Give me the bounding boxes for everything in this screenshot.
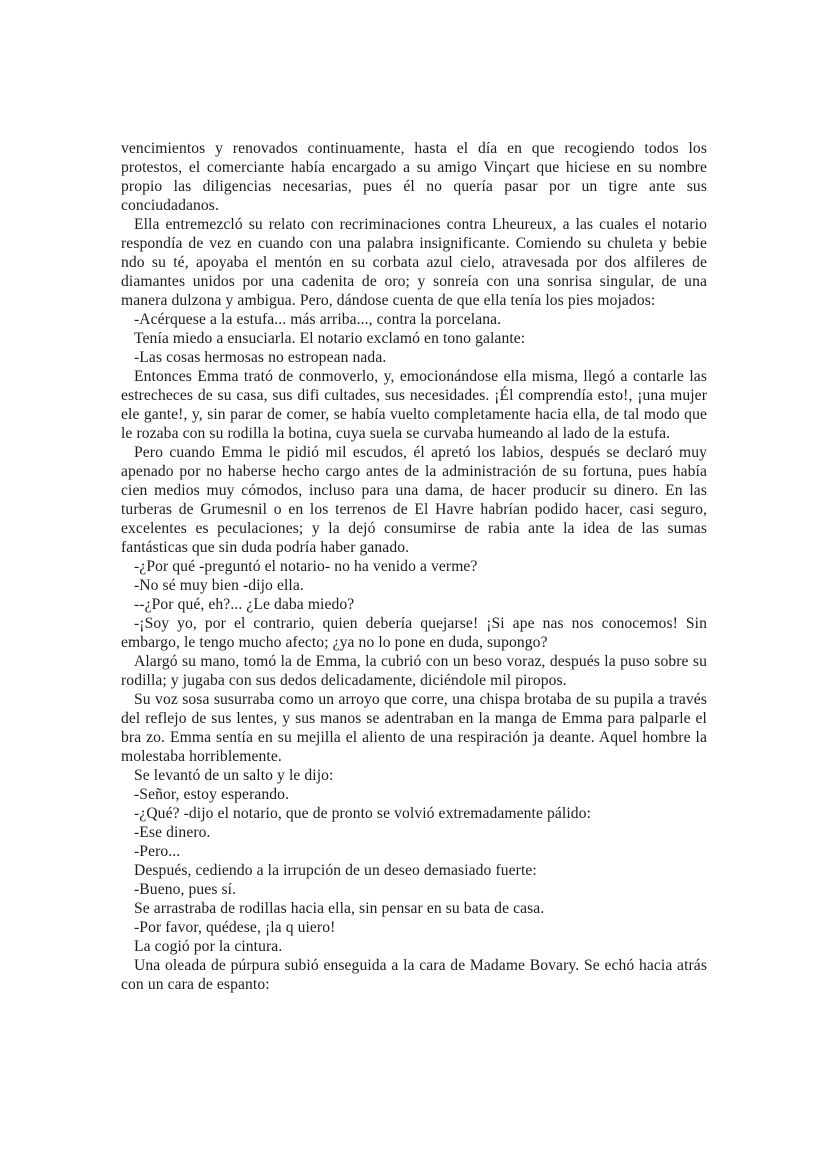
paragraph: Se levantó de un salto y le dijo: bbox=[134, 767, 334, 784]
paragraph: Una oleada de púrpura subió enseguida a la cara de Madame Bovary. Se echó hacia atrás con un cara de espanto: bbox=[121, 957, 707, 993]
dialogue-line: -¡Soy yo, por el contrario, quien debería quejarse! ¡Si ape nas nos conocemos! Sin embargo, le tengo mucho afecto; ¿ya no lo pone en duda, supongo? bbox=[121, 615, 707, 651]
paragraph: Pero cuando Emma le pidió mil escudos, él apretó los labios, después se declaró muy apenado por no haberse hecho cargo antes de la administración de su fortuna, pues había cien medios muy cómodos, incluso para una dama, de hacer producir su dinero. En las turberas de Grumesnil o en los terrenos de El Havre habrían podido hacer, casi seguro, excelentes es peculaciones; y la dejó consumirse de rabia ante la idea de las sumas fantásticas que sin duda podría haber ganado. bbox=[121, 444, 707, 556]
dialogue-line: -Las cosas hermosas no estropean nada. bbox=[134, 349, 387, 366]
dialogue-line: -Por favor, quédese, ¡la q uiero! bbox=[134, 919, 336, 936]
paragraph-continuation: vencimientos y renovados continuamente, hasta el día en que recogiendo todos los protestos, el comerciante había encargado a su amigo Vinçart que hiciese en su nombre propio las diligencias necesarias, pues él no quería pasar por un tigre ante sus conciudadanos. bbox=[121, 140, 707, 214]
page-text bbox=[121, 139, 707, 994]
paragraph: La cogió por la cintura. bbox=[134, 938, 283, 955]
paragraph: Entonces Emma trató de conmoverlo, y, emocionándose ella misma, llegó a contarle las estrecheces de su casa, sus difi cultades, sus necesidades. ¡Él comprendía esto!, ¡una mujer ele gante!, y, sin parar de comer, se había vuelto completamente hacia ella, de tal modo que le rozaba con su rodilla la botina, cuya suela se curvaba humeando al lado de la estufa. bbox=[121, 368, 707, 442]
dialogue-line: -Señor, estoy esperando. bbox=[134, 786, 290, 803]
paragraph: Después, cediendo a la irrupción de un deseo demasiado fuerte: bbox=[134, 862, 537, 879]
dialogue-line: -Bueno, pues sí. bbox=[134, 881, 237, 898]
dialogue-line: -Ese dinero. bbox=[134, 824, 211, 841]
dialogue-line: -No sé muy bien -dijo ella. bbox=[134, 577, 304, 594]
paragraph: Alargó su mano, tomó la de Emma, la cubrió con un beso voraz, después la puso sobre su rodilla; y jugaba con sus dedos delicadamente, diciéndole mil piropos. bbox=[121, 653, 707, 689]
dialogue-line: -¿Por qué -preguntó el notario- no ha venido a verme? bbox=[134, 558, 478, 575]
dialogue-line: -Pero... bbox=[134, 843, 181, 860]
paragraph: Se arrastraba de rodillas hacia ella, sin pensar en su bata de casa. bbox=[134, 900, 545, 917]
paragraph: Ella entremezcló su relato con recriminaciones contra Lheureux, a las cuales el notario respondía de vez en cuando con una palabra insignificante. Comiendo su chuleta y bebie ndo su té, apoyaba el mentón en su corbata azul cielo, atravesada por dos alfileres de diamantes unidos por una cadenita de oro; y sonreía con una sonrisa singular, de una manera dulzona y ambigua. Pero, dándose cuenta de que ella tenía los pies mojados: bbox=[121, 216, 707, 309]
dialogue-line: --¿Por qué, eh?... ¿Le daba miedo? bbox=[134, 596, 355, 613]
dialogue-line: -¿Qué? -dijo el notario, que de pronto se volvió extremadamente pálido: bbox=[134, 805, 592, 822]
paragraph: Tenía miedo a ensuciarla. El notario exclamó en tono galante: bbox=[134, 330, 526, 347]
dialogue-line: -Acérquese a la estufa... más arriba..., contra la porcelana. bbox=[134, 311, 502, 328]
paragraph: Su voz sosa susurraba como un arroyo que corre, una chispa brotaba de su pupila a través del reflejo de sus lentes, y sus manos se adentraban en la manga de Emma para palparle el bra zo. Emma sentía en su mejilla el aliento de una respiración ja deante. Aquel hombre la molestaba horriblemente. bbox=[121, 691, 707, 765]
